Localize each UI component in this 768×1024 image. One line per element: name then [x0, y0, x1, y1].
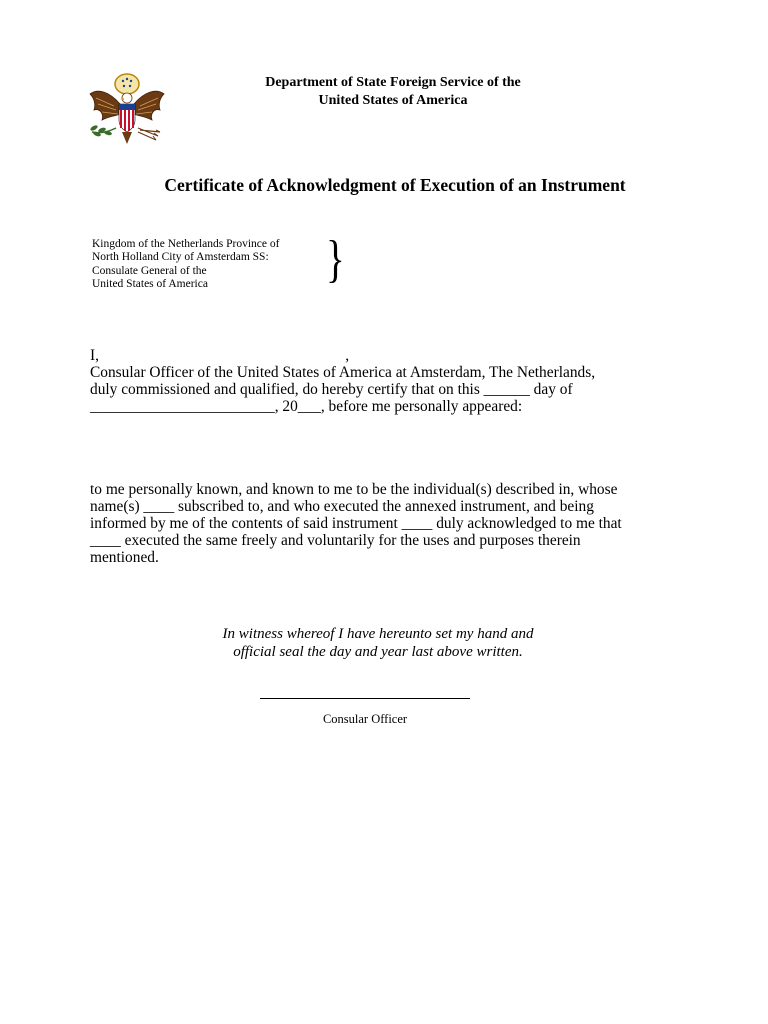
certification-line: ________________________, 20___, before me personally appeared: [90, 398, 523, 415]
venue-line: United States of America [92, 278, 208, 290]
witness-statement: official seal the day and year last above written. [233, 644, 523, 660]
department-heading: Department of State Foreign Service of the [265, 75, 521, 90]
certification-line: I, , [90, 347, 350, 364]
witness-statement: In witness whereof I have hereunto set my hand and [222, 626, 534, 642]
signature-label: Consular Officer [322, 712, 408, 726]
certification-line: duly commissioned and qualified, do hereby certify that on this ______ day of [90, 381, 573, 398]
acknowledgment-line: to me personally known, and known to me to be the individual(s) described in, whose [90, 481, 618, 498]
venue-line: North Holland City of Amsterdam SS: [92, 251, 269, 263]
venue-line: Consulate General of the [92, 265, 207, 277]
document-title: Certificate of Acknowledgment of Execution of an Instrument [164, 175, 626, 195]
acknowledgment-line: informed by me of the contents of said instrument ____ duly acknowledged to me that [90, 515, 622, 532]
certification-line: Consular Officer of the United States of America at Amsterdam, The Netherlands, [90, 364, 596, 381]
department-heading-country: United States of America [318, 93, 468, 108]
venue-brace: } [326, 231, 345, 288]
acknowledgment-line: name(s) ____ subscribed to, and who executed the annexed instrument, and being [90, 498, 594, 515]
signature-line [260, 698, 470, 699]
acknowledgment-line: mentioned. [90, 549, 159, 566]
acknowledgment-line: ____ executed the same freely and voluntarily for the uses and purposes therein [90, 532, 581, 549]
venue-line: Kingdom of the Netherlands Province of [92, 238, 280, 250]
